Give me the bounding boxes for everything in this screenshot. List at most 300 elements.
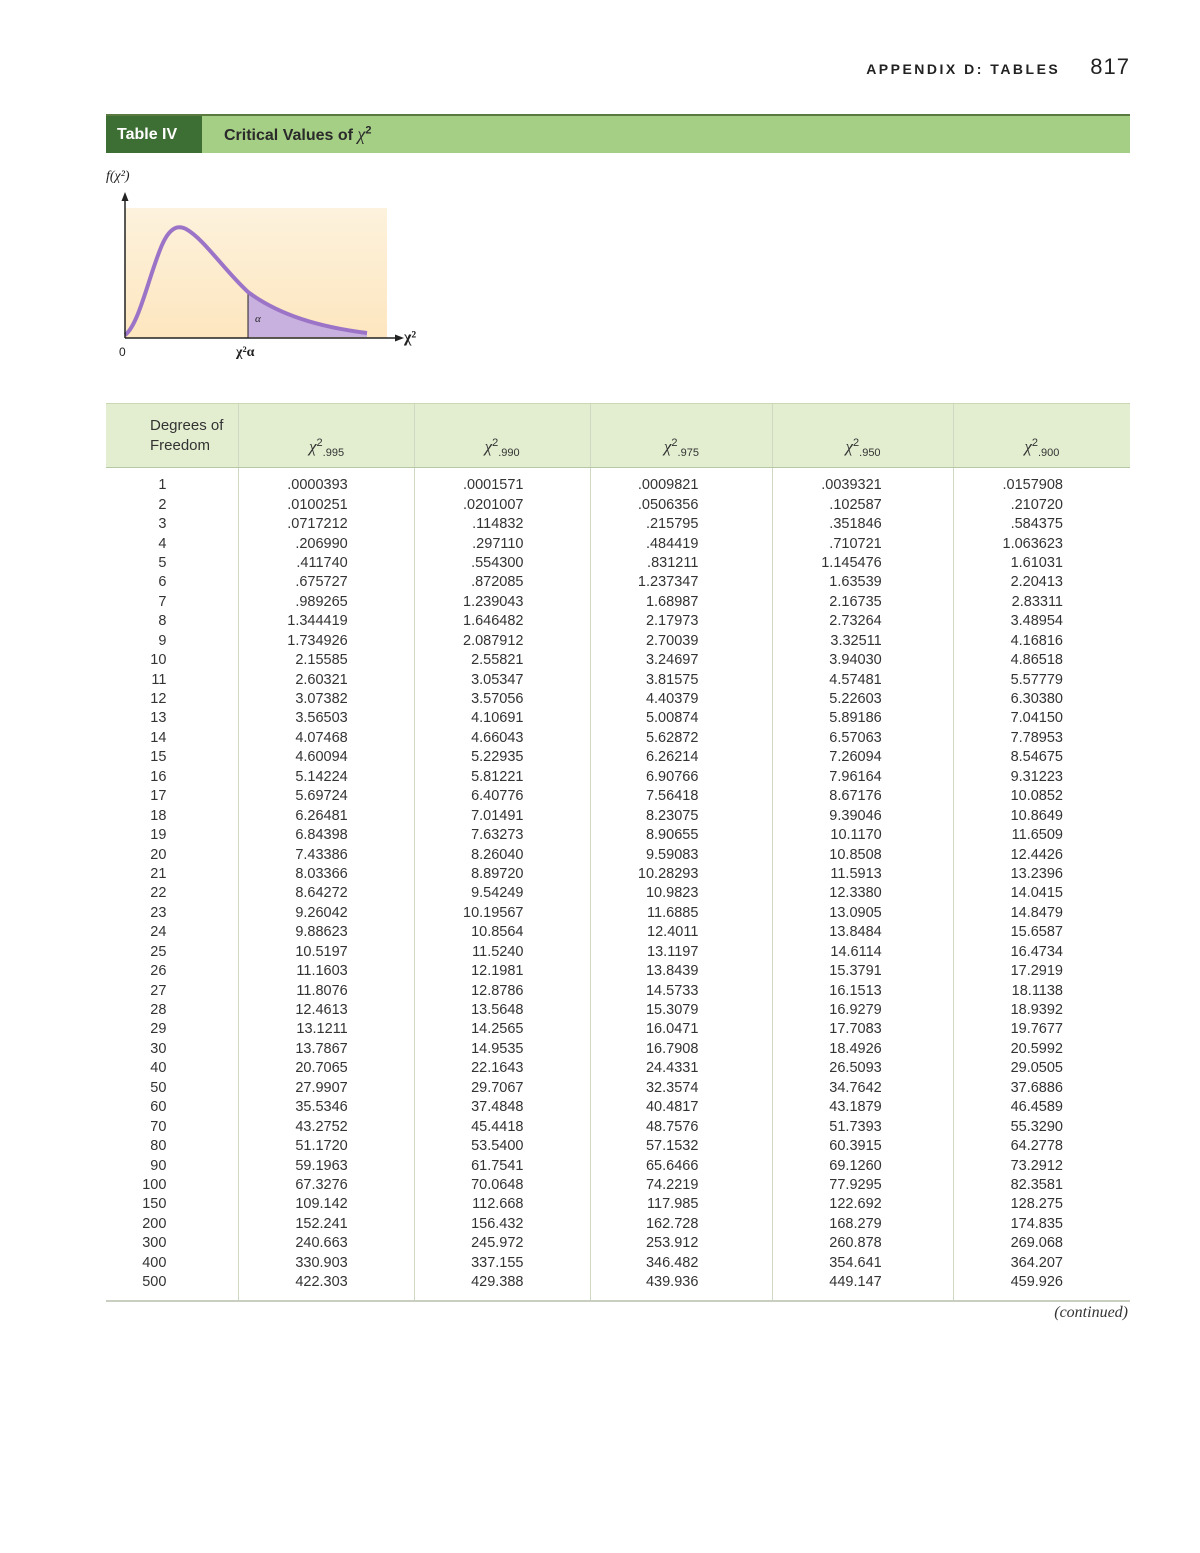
degrees-of-freedom-cell: 7 [158,593,167,610]
chi-950-cell: 11.5913 [773,865,953,884]
degrees-of-freedom-cell: 5 [158,554,167,571]
chi-symbol: χ [484,437,493,457]
chi-995-cell: 27.9907 [239,1079,414,1098]
degrees-of-freedom-cell: 28 [150,1002,167,1019]
table-row [106,1176,1130,1195]
chi-900-cell: 6.30380 [953,690,1130,709]
chi-950-cell: 14.6114 [773,943,953,962]
chi-950-cell: 13.0905 [773,904,953,923]
chi-995-cell: 2.15585 [239,651,414,670]
table-row [106,884,1130,903]
chi-950-cell: 16.9279 [773,1001,953,1020]
table-title-text: Critical Values of [224,127,358,144]
chi-995-cell: 1.734926 [239,632,414,651]
chi-995-cell: 2.60321 [239,670,414,689]
chi-995-cell: 11.1603 [239,962,414,981]
critical-value-label: χ²α [236,345,255,360]
chi-990-cell: 337.155 [414,1254,590,1273]
chi-950-cell: 43.1879 [773,1098,953,1117]
table-row [106,1195,1130,1214]
chi-900-cell: .210720 [953,495,1130,514]
chi-995-cell: .411740 [239,554,414,573]
degrees-of-freedom-cell: 10 [150,652,167,669]
degrees-of-freedom-cell: 25 [150,943,167,960]
chi-995-cell: 10.5197 [239,943,414,962]
table-row [106,534,1130,553]
chi-990-cell: 53.5400 [414,1137,590,1156]
degrees-of-freedom-cell: 13 [150,710,167,727]
table-row [106,981,1130,1000]
chi-950-cell: 7.26094 [773,748,953,767]
chi-975-cell: 8.90655 [590,826,773,845]
degrees-of-freedom-cell: 22 [150,885,167,902]
degrees-of-freedom-cell: 18 [150,807,167,824]
table-row [106,468,1130,496]
chi-950-cell: 5.22603 [773,690,953,709]
quantile-label: .995 [322,447,345,459]
chi-950-cell: .710721 [773,534,953,553]
chi-990-cell: 13.5648 [414,1001,590,1020]
chi-975-cell: 4.40379 [590,690,773,709]
table-row [106,806,1130,825]
chi-950-cell: 2.16735 [773,593,953,612]
degrees-of-freedom-cell: 150 [142,1196,167,1213]
chi-900-cell: 17.2919 [953,962,1130,981]
chi-950-cell: 122.692 [773,1195,953,1214]
chi-990-cell: .0001571 [414,468,590,496]
y-axis-label: f(χ²) [106,169,130,184]
chi-995-cell: 20.7065 [239,1059,414,1078]
alpha-label: α [255,313,261,325]
chi-995-cell: 152.241 [239,1215,414,1234]
chi-990-cell: 70.0648 [414,1176,590,1195]
chi-900-cell: .584375 [953,515,1130,534]
degrees-of-freedom-cell: 27 [150,982,167,999]
degrees-of-freedom-cell: 17 [150,788,167,805]
chi-975-cell: 8.23075 [590,806,773,825]
chi-900-cell: 18.9392 [953,1001,1130,1020]
degrees-of-freedom-cell: 50 [150,1079,167,1096]
chi-900-cell: 82.3581 [953,1176,1130,1195]
chi-975-cell: 253.912 [590,1234,773,1253]
page-number: 817 [1090,54,1130,79]
degrees-of-freedom-cell: 400 [142,1254,167,1271]
chi-900-cell: 13.2396 [953,865,1130,884]
chi-950-cell: 5.89186 [773,709,953,728]
table-row [106,709,1130,728]
table-title-power: 2 [365,124,372,137]
chi-900-cell: 46.4589 [953,1098,1130,1117]
chi-975-cell: 48.7576 [590,1117,773,1136]
chi-975-cell: .831211 [590,554,773,573]
running-title: APPENDIX D: TABLES [866,61,1061,77]
chi-950-cell: 10.1170 [773,826,953,845]
chi-900-cell: 12.4426 [953,845,1130,864]
chi-995-cell: 240.663 [239,1234,414,1253]
chi-995-cell: .675727 [239,573,414,592]
table-row [106,1059,1130,1078]
chi-975-cell: 32.3574 [590,1079,773,1098]
chi-990-cell: 12.1981 [414,962,590,981]
degrees-of-freedom-cell: 14 [150,729,167,746]
chi-995-cell: 13.1211 [239,1020,414,1039]
chi-990-cell: 4.66043 [414,729,590,748]
degrees-of-freedom-cell: 12 [150,691,167,708]
degrees-of-freedom-cell: 90 [150,1157,167,1174]
table-body [106,468,1130,1302]
x-axis-label: χ² [404,329,417,346]
table-row [106,632,1130,651]
column-header-950 [773,404,953,468]
chi-995-cell: 4.60094 [239,748,414,767]
degrees-of-freedom-cell: 4 [158,535,167,552]
continued-note: (continued) [1054,1304,1128,1321]
chi-990-cell: 429.388 [414,1273,590,1301]
chi-990-cell: 1.239043 [414,593,590,612]
degrees-of-freedom-cell: 500 [106,1273,239,1301]
chi-990-cell: 8.26040 [414,845,590,864]
chi-900-cell: 10.0852 [953,787,1130,806]
chi-900-cell: 2.83311 [953,593,1130,612]
chi-975-cell: 14.5733 [590,981,773,1000]
chi-975-cell: 3.24697 [590,651,773,670]
chi-995-cell: 9.26042 [239,904,414,923]
chi-950-cell: 354.641 [773,1254,953,1273]
chi-950-cell: .351846 [773,515,953,534]
chi-950-cell: 60.3915 [773,1137,953,1156]
chi-975-cell: 1.237347 [590,573,773,592]
table-row [106,593,1130,612]
chi-950-cell: 168.279 [773,1215,953,1234]
chi-995-cell: 11.8076 [239,981,414,1000]
chi-900-cell: 364.207 [953,1254,1130,1273]
chi-900-cell: 14.0415 [953,884,1130,903]
chi-975-cell: 16.0471 [590,1020,773,1039]
table-row [106,1040,1130,1059]
chi-995-cell: 5.14224 [239,768,414,787]
chi-900-cell: 3.48954 [953,612,1130,631]
chi-950-cell: 12.3380 [773,884,953,903]
distribution-graph [104,165,444,375]
chi-975-cell: 5.00874 [590,709,773,728]
table-row [106,1020,1130,1039]
table-header-row [106,404,1130,468]
chi-950-cell: 6.57063 [773,729,953,748]
table-row [106,865,1130,884]
chi-995-cell: 6.84398 [239,826,414,845]
chi-975-cell: 6.26214 [590,748,773,767]
chi-990-cell: .0201007 [414,495,590,514]
table-row [106,651,1130,670]
chi-950-cell: 3.32511 [773,632,953,651]
chi-900-cell: 29.0505 [953,1059,1130,1078]
table-row [106,1254,1130,1273]
chi-900-cell: 269.068 [953,1234,1130,1253]
chi-990-cell: 156.432 [414,1215,590,1234]
chi-900-cell: 2.20413 [953,573,1130,592]
chi-900-cell: 16.4734 [953,943,1130,962]
chi-995-cell: .0717212 [239,515,414,534]
table-row [106,495,1130,514]
table-row [106,1137,1130,1156]
chi-975-cell: .215795 [590,515,773,534]
table-row [106,845,1130,864]
chi-975-cell: 10.9823 [590,884,773,903]
chi-990-cell: 29.7067 [414,1079,590,1098]
chi-950-cell: 8.67176 [773,787,953,806]
chi-990-cell: 7.01491 [414,806,590,825]
chi-900-cell: 7.04150 [953,709,1130,728]
chi-900-cell: 37.6886 [953,1079,1130,1098]
chi-995-cell: .0100251 [239,495,414,514]
table-label: Table IV [106,116,202,153]
table-row [106,1234,1130,1253]
chi-990-cell: 10.19567 [414,904,590,923]
chi-950-cell: 4.57481 [773,670,953,689]
chi-900-cell: 128.275 [953,1195,1130,1214]
chi-975-cell: 11.6885 [590,904,773,923]
table-row [106,1079,1130,1098]
chi-950-cell: 18.4926 [773,1040,953,1059]
degrees-of-freedom-cell: 16 [150,768,167,785]
table-row [106,768,1130,787]
chi-950-cell: 7.96164 [773,768,953,787]
chi-900-cell: 4.16816 [953,632,1130,651]
chi-995-cell: 12.4613 [239,1001,414,1020]
degrees-of-freedom-cell: 20 [150,846,167,863]
table-row [106,1001,1130,1020]
chi-990-cell: 10.8564 [414,923,590,942]
table-row [106,904,1130,923]
degrees-of-freedom-cell: 26 [150,963,167,980]
degrees-of-freedom-cell: 11 [151,671,167,688]
degrees-of-freedom-cell: 23 [150,904,167,921]
chi-995-cell: 422.303 [239,1273,414,1301]
chi-990-cell: 14.9535 [414,1040,590,1059]
chi-950-cell: 9.39046 [773,806,953,825]
chi-950-cell: 16.1513 [773,981,953,1000]
quantile-label: .975 [677,447,699,459]
chi-symbol: χ [845,437,854,457]
chi-975-cell: 24.4331 [590,1059,773,1078]
table-row [106,670,1130,689]
degrees-of-freedom-cell: 2 [158,496,167,513]
chi-995-cell: 4.07468 [239,729,414,748]
chi-975-cell: 16.7908 [590,1040,773,1059]
chi-950-cell: 51.7393 [773,1117,953,1136]
chi-990-cell: 2.087912 [414,632,590,651]
table-row [106,962,1130,981]
chi-995-cell: 109.142 [239,1195,414,1214]
chi-900-cell: 64.2778 [953,1137,1130,1156]
degrees-of-freedom-cell: 60 [150,1099,167,1116]
chi-975-cell: 13.1197 [590,943,773,962]
table-row [106,612,1130,631]
chi-950-cell: .0039321 [773,468,953,496]
chi-power: 2 [492,437,499,450]
table-row [106,729,1130,748]
chi-symbol: χ [663,437,672,457]
chi-power: 2 [671,437,678,450]
chi-900-cell: 5.57779 [953,670,1130,689]
chi-995-cell: .989265 [239,593,414,612]
chi-900-cell: 14.8479 [953,904,1130,923]
chi-975-cell: 2.17973 [590,612,773,631]
chi-975-cell: 9.59083 [590,845,773,864]
chi-990-cell: 14.2565 [414,1020,590,1039]
chi-950-cell: 13.8484 [773,923,953,942]
degrees-of-freedom-cell: 3 [158,516,167,533]
chi-990-cell: 5.81221 [414,768,590,787]
y-axis-arrow-icon [122,192,129,201]
chi-995-cell: 8.64272 [239,884,414,903]
degrees-of-freedom-cell: 200 [142,1215,167,1232]
chi-995-cell: 43.2752 [239,1117,414,1136]
chi-975-cell: 346.482 [590,1254,773,1273]
chi-995-cell: 51.1720 [239,1137,414,1156]
chi-975-cell: 74.2219 [590,1176,773,1195]
chi-975-cell: 3.81575 [590,670,773,689]
table-title-bar [106,114,1130,153]
chi-990-cell: 4.10691 [414,709,590,728]
degrees-of-freedom-header [106,404,239,468]
chi-995-cell: 35.5346 [239,1098,414,1117]
chi-975-cell: 57.1532 [590,1137,773,1156]
chi-950-cell: 2.73264 [773,612,953,631]
df-header-line-2: Freedom [150,436,211,454]
table-row [106,1117,1130,1136]
degrees-of-freedom-cell: 1 [158,477,167,494]
chi-950-cell: 17.7083 [773,1020,953,1039]
chi-995-cell: 59.1963 [239,1156,414,1175]
chi-900-cell: 73.2912 [953,1156,1130,1175]
table-row [106,1098,1130,1117]
chi-symbol: χ [1024,437,1032,457]
chi-990-cell: 12.8786 [414,981,590,1000]
chi-995-cell: 330.903 [239,1254,414,1273]
table-row [106,787,1130,806]
chi-950-cell: 1.63539 [773,573,953,592]
chi-950-cell: .102587 [773,495,953,514]
chi-990-cell: 3.57056 [414,690,590,709]
origin-label: 0 [119,345,126,359]
degrees-of-freedom-cell: 40 [150,1060,167,1077]
chi-995-cell: 8.03366 [239,865,414,884]
chi-990-cell: 245.972 [414,1234,590,1253]
table-title-symbol: χ [357,124,366,144]
degrees-of-freedom-cell: 300 [142,1235,167,1252]
chi-975-cell: 13.8439 [590,962,773,981]
chi-990-cell: 9.54249 [414,884,590,903]
chi-990-cell: .554300 [414,554,590,573]
chi-975-cell: 162.728 [590,1215,773,1234]
chi-990-cell: 45.4418 [414,1117,590,1136]
chi-990-cell: 6.40776 [414,787,590,806]
column-header-975 [590,404,773,468]
degrees-of-freedom-cell: 24 [150,924,167,941]
degrees-of-freedom-cell: 19 [150,827,167,844]
chi-995-cell: .206990 [239,534,414,553]
chi-990-cell: 7.63273 [414,826,590,845]
chi-990-cell: 112.668 [414,1195,590,1214]
chi-900-cell: 1.61031 [953,554,1130,573]
quantile-label: .990 [498,447,520,459]
chi-950-cell: 15.3791 [773,962,953,981]
running-head [866,54,1130,80]
degrees-of-freedom-cell: 9 [158,632,167,649]
degrees-of-freedom-cell: 29 [150,1021,167,1038]
chi-950-cell: 1.145476 [773,554,953,573]
table-row [106,573,1130,592]
chi-950-cell: 34.7642 [773,1079,953,1098]
chi-975-cell: 40.4817 [590,1098,773,1117]
chi-995-cell: .0000393 [239,468,414,496]
chi-900-cell: 174.835 [953,1215,1130,1234]
degrees-of-freedom-cell: 8 [158,613,167,630]
chi-900-cell: 4.86518 [953,651,1130,670]
chi-950-cell: 449.147 [773,1273,953,1301]
chi-990-cell: 5.22935 [414,748,590,767]
table-row [106,690,1130,709]
table-row [106,1156,1130,1175]
table-row [106,1215,1130,1234]
chi-995-cell: 3.56503 [239,709,414,728]
chi-990-cell: .114832 [414,515,590,534]
column-header-990 [414,404,590,468]
table-row [106,515,1130,534]
chi-975-cell: .0009821 [590,468,773,496]
chi-900-cell: 19.7677 [953,1020,1130,1039]
chi-990-cell: 1.646482 [414,612,590,631]
chi-900-cell: 10.8649 [953,806,1130,825]
table-row [106,1273,1130,1301]
chi-995-cell: 13.7867 [239,1040,414,1059]
chi-900-cell: 1.063623 [953,534,1130,553]
chi-995-cell: 6.26481 [239,806,414,825]
degrees-of-freedom-cell: 70 [150,1118,167,1135]
chi-990-cell: 22.1643 [414,1059,590,1078]
chi-975-cell: 6.90766 [590,768,773,787]
chi-995-cell: 7.43386 [239,845,414,864]
chi-975-cell: 7.56418 [590,787,773,806]
table-row [106,923,1130,942]
table-row [106,554,1130,573]
chi-990-cell: .297110 [414,534,590,553]
degrees-of-freedom-cell: 21 [150,865,167,882]
chi-975-cell: 117.985 [590,1195,773,1214]
chi-975-cell: 15.3079 [590,1001,773,1020]
chi-975-cell: 5.62872 [590,729,773,748]
chi-power: 2 [853,437,860,450]
chi-symbol: χ [309,437,317,457]
chi-power: 2 [316,437,323,450]
chi-900-cell: 55.3290 [953,1117,1130,1136]
table-row [106,826,1130,845]
degrees-of-freedom-cell: 100 [142,1176,167,1193]
chi-900-cell: .0157908 [953,468,1130,496]
chi-990-cell: .872085 [414,573,590,592]
chi-square-distribution-figure [104,165,444,375]
df-header-line-1: Degrees of [150,416,224,434]
chi-950-cell: 26.5093 [773,1059,953,1078]
table-title [224,124,371,145]
column-header-900 [953,404,1130,468]
chi-990-cell: 37.4848 [414,1098,590,1117]
quantile-label: .950 [859,447,881,459]
chi-990-cell: 8.89720 [414,865,590,884]
column-header-995 [239,404,414,468]
chi-975-cell: 65.6466 [590,1156,773,1175]
